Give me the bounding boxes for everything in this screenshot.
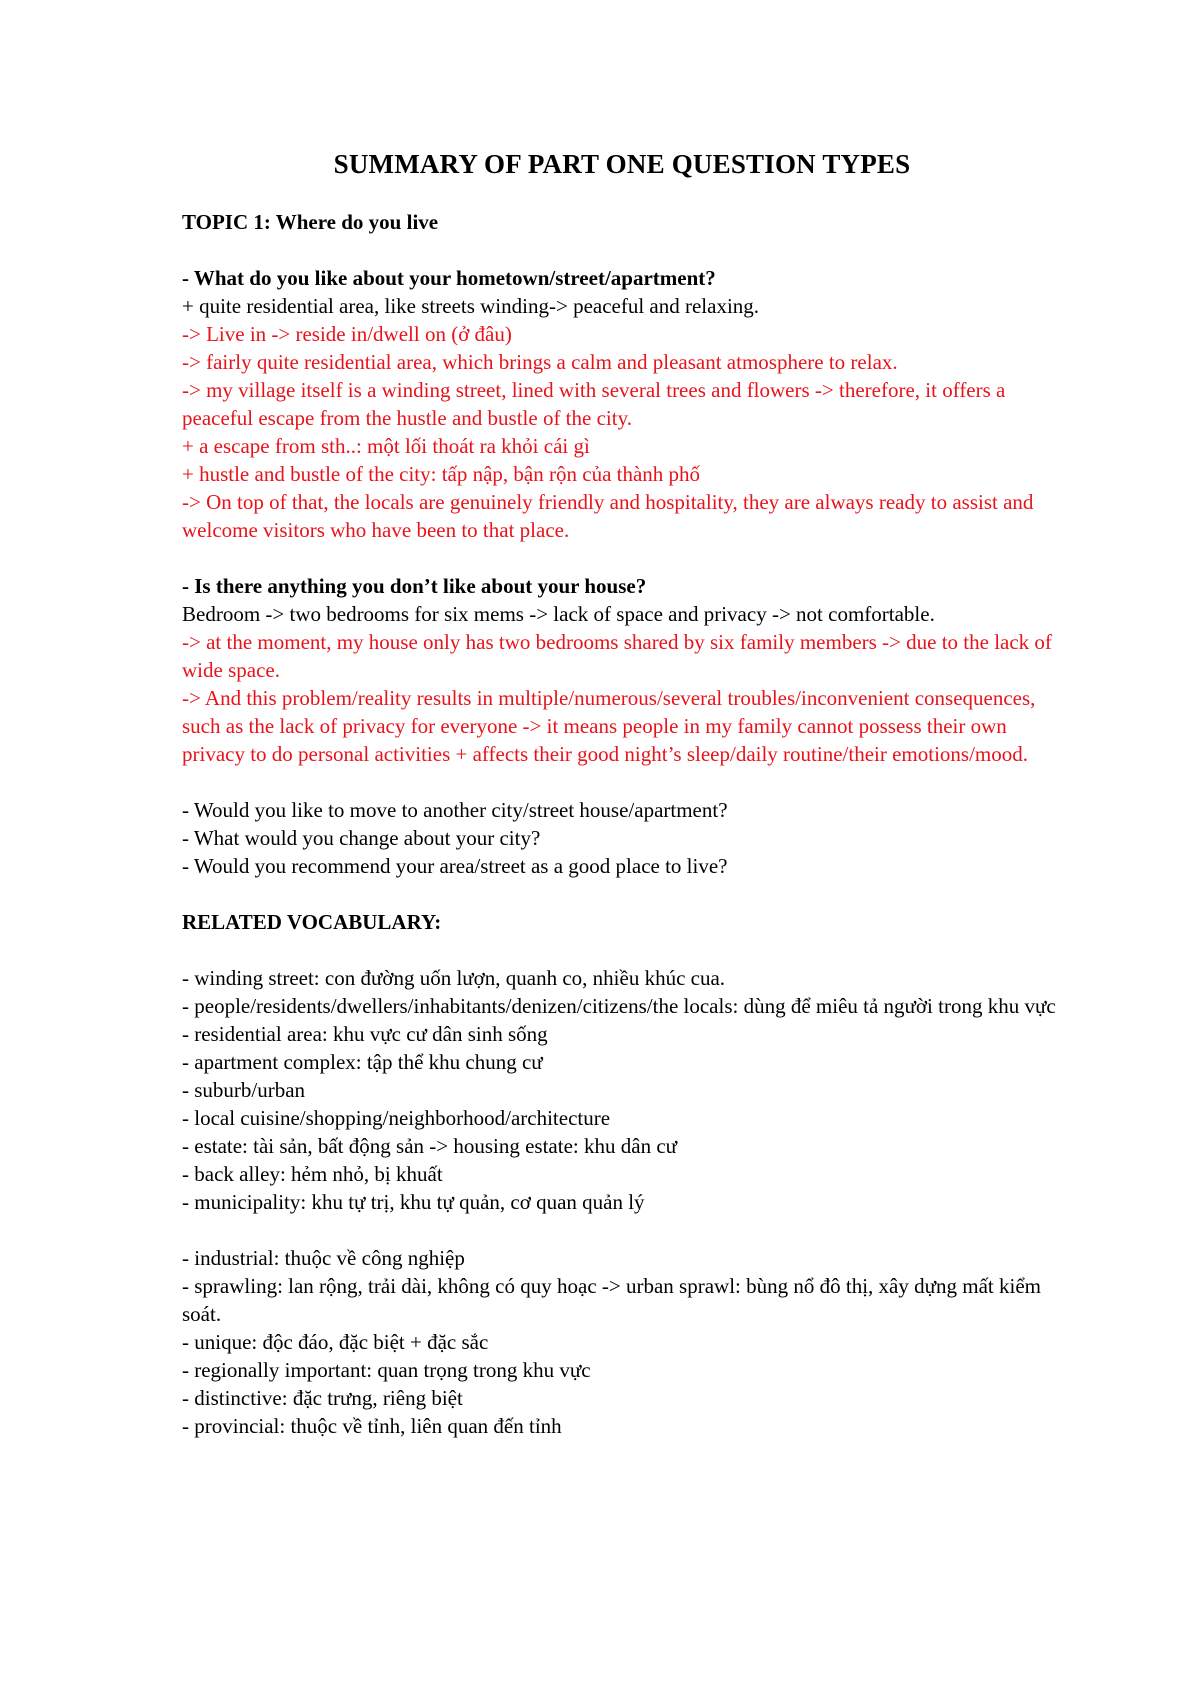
document-title: SUMMARY OF PART ONE QUESTION TYPES (333, 149, 911, 179)
vocabulary-item: - sprawling: lan rộng, trải dài, không có quy hoạc -> urban sprawl: bùng nổ đô thị, xây dựng mất kiểm soát. (182, 1274, 1041, 1326)
question-heading: - Is there anything you don’t like about your house? (182, 574, 647, 598)
answer-line: -> fairly quite residential area, which brings a calm and pleasant atmosphere to relax. (182, 350, 898, 374)
vocabulary-item: - apartment complex: tập thể khu chung cư (182, 1050, 543, 1074)
vocabulary-item: - regionally important: quan trọng trong khu vực (182, 1358, 591, 1382)
answer-line: -> On top of that, the locals are genuinely friendly and hospitality, they are always ready to assist and welcome visitors who have been to that place. (182, 490, 1034, 542)
answer-line: + quite residential area, like streets winding-> peaceful and relaxing. (182, 294, 760, 318)
vocabulary-item: - distinctive: đặc trưng, riêng biệt (182, 1386, 463, 1410)
vocabulary-list (182, 964, 1062, 1216)
answer-line: -> Live in -> reside in/dwell on (ở đâu) (182, 322, 512, 346)
answer-line: Bedroom -> two bedrooms for six mems -> lack of space and privacy -> not comfortable. (182, 602, 935, 626)
vocabulary-item: - people/residents/dwellers/inhabitants/denizen/citizens/the locals: dùng để miêu tả người trong khu vực (182, 994, 1056, 1018)
spacer (182, 544, 1062, 572)
vocabulary-item: - estate: tài sản, bất động sản -> housing estate: khu dân cư (182, 1134, 678, 1158)
topic-heading: TOPIC 1: Where do you live (182, 210, 439, 234)
document-body (182, 146, 1062, 1440)
answer-line: + hustle and bustle of the city: tấp nập, bận rộn của thành phố (182, 462, 701, 486)
vocabulary-item: - unique: độc đáo, đặc biệt + đặc sắc (182, 1330, 489, 1354)
vocabulary-item: - provincial: thuộc về tỉnh, liên quan đến tỉnh (182, 1414, 562, 1438)
answer-line: -> my village itself is a winding street, lined with several trees and flowers -> therefore, it offers a peaceful escape from the hustle and bustle of the city. (182, 378, 1006, 430)
vocabulary-item: - local cuisine/shopping/neighborhood/architecture (182, 1106, 611, 1130)
question-item: - What would you change about your city? (182, 826, 541, 850)
question-item: - Would you like to move to another city/street house/apartment? (182, 798, 728, 822)
vocabulary-item: - residential area: khu vực cư dân sinh sống (182, 1022, 548, 1046)
question-section-likes (182, 264, 1062, 544)
question-item: - Would you recommend your area/street as a good place to live? (182, 854, 728, 878)
question-section-dislikes (182, 572, 1062, 768)
answer-line: -> And this problem/reality results in multiple/numerous/several troubles/inconvenient consequences, such as the lack of privacy for everyone -> it means people in my family cannot possess their own privacy to do personal activities + affects their good night’s sleep/daily routine/their emotions/mood. (182, 686, 1036, 766)
other-questions-list (182, 796, 1062, 880)
spacer (182, 1216, 1062, 1244)
spacer (182, 768, 1062, 796)
spacer (182, 880, 1062, 908)
vocabulary-item: - back alley: hẻm nhỏ, bị khuất (182, 1162, 443, 1186)
vocabulary-item: - suburb/urban (182, 1078, 306, 1102)
vocabulary-list (182, 1244, 1062, 1440)
spacer (182, 936, 1062, 964)
answer-line: + a escape from sth..: một lối thoát ra khỏi cái gì (182, 434, 590, 458)
vocabulary-item: - industrial: thuộc về công nghiệp (182, 1246, 465, 1270)
question-heading: - What do you like about your hometown/street/apartment? (182, 266, 716, 290)
answer-line: -> at the moment, my house only has two bedrooms shared by six family members -> due to the lack of wide space. (182, 630, 1052, 682)
vocabulary-heading: RELATED VOCABULARY: (182, 910, 442, 934)
vocabulary-item: - municipality: khu tự trị, khu tự quản, cơ quan quản lý (182, 1190, 645, 1214)
vocabulary-item: - winding street: con đường uốn lượn, quanh co, nhiều khúc cua. (182, 966, 726, 990)
